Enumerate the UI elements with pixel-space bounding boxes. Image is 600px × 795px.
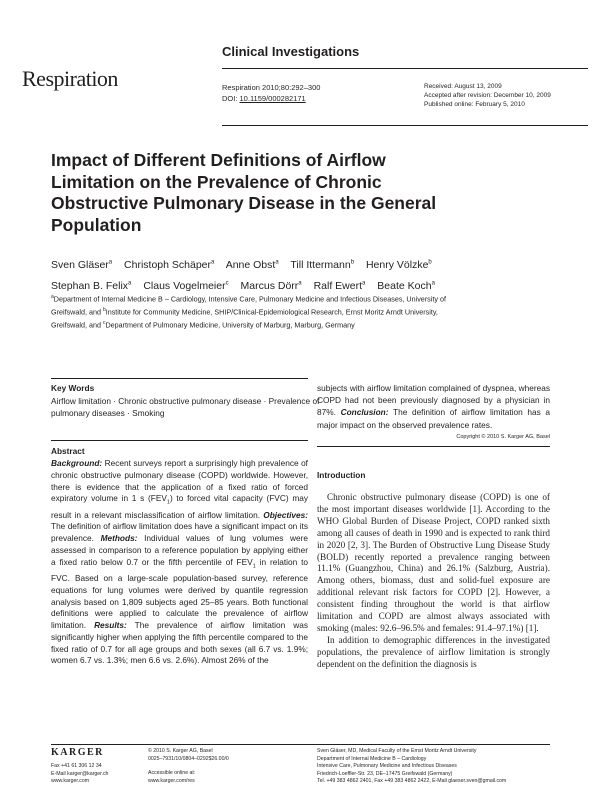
- dates-block: [424, 82, 551, 109]
- publisher-contact: Fax +41 61 306 12 34 E-Mail karger@karger.ch www.karger.com: [51, 763, 109, 785]
- author: Ralf Ewert$^a$: [313, 280, 366, 292]
- correspondence: Sven Gläser, MD, Medical Faculty of the Ernst Moritz Arndt University Department of Internal Medicine B – Cardiology Intensive Care, Pulmonary Medicine and Infectious Diseases Friedrich-Loeffler-Str. 23, DE–17475 Greifswald (Germany) Tel. +49 383 4862 2401, Fax +49 383 4862 2422, E-Mail glaeser.sven@gmail.com: [317, 748, 507, 785]
- accepted-date: Accepted after revision: December 10, 2009: [424, 92, 551, 99]
- author: Sven Gläser$^a$: [51, 258, 113, 271]
- abstract-heading: Abstract: [51, 446, 85, 456]
- received-date: Received: August 13, 2009: [424, 83, 502, 90]
- journal-logo: Respiration: [22, 66, 118, 91]
- citation-line: Respiration 2010;80:292–300: [222, 83, 321, 92]
- published-date: Published online: February 5, 2010: [424, 101, 525, 108]
- abstract-end-rule: [317, 446, 550, 447]
- author: Marcus Dörr$^a$: [240, 280, 302, 292]
- author: Christoph Schäper$^a$: [124, 258, 215, 271]
- author-list: [51, 253, 491, 296]
- paragraph: Chronic obstructive pulmonary disease (COPD) is one of the most important diseases worldwide [1]. According to the WHO Global Burden of Disease Project, COPD ranked sixth among all causes of death in 1990 and is expected to rank third in 2020 [2, 3]. The Burden of Obstructive Lung Disease Study (BOLD) recently reported a prevalence ranging between 11.1% (Guangzhou, China) and 26.1% (Salzburg, Austria). Among others, biomass, dust and solid-fuel exposure are additional relevant risk factors for COPD [2]. However, a consistent finding throughout the world is that airflow limitation and COPD are almost always associated with smoking (males: 92.6–96.5% and females: 91.4–97.1%) [1].: [317, 492, 550, 633]
- citation-block: [222, 82, 320, 104]
- online-url[interactable]: www.karger.com/res: [148, 777, 195, 784]
- keywords-rule: [51, 378, 308, 379]
- doi-line: [222, 93, 320, 104]
- keywords-text: Airflow limitation · Chronic obstructive pulmonary disease · Prevalence of pulmonary diseases · Smoking: [51, 396, 320, 419]
- doi-link[interactable]: 10.1159/000282171: [239, 94, 306, 103]
- affiliations: $^a$Department of Internal Medicine B – Cardiology, Intensive Care, Pulmonary Medicine and Infectious Diseases, University of Greifswald, and $^b$Institute for Community Medicine, SHIP/Clinical-Epidemiological Research, Ernst Moritz Arndt University, Greifswald, and $^c$Department of Pulmonary Medicine, University of Marburg, Marburg, Germany: [51, 294, 446, 330]
- author: Claus Vogelmeier$^c$: [143, 280, 229, 292]
- author: Beate Koch$^a$: [377, 280, 435, 292]
- introduction-body: [317, 492, 550, 671]
- introduction-heading: Introduction: [317, 470, 366, 480]
- header-rule-bottom: [222, 125, 588, 126]
- author: Till Ittermann$^b$: [290, 258, 355, 271]
- author: Stephan B. Felix$^a$: [51, 280, 132, 292]
- paragraph: In addition to demographic differences in the investigated populations, the prevalence of airflow limitation is strongly dependent on the definition the diagnosis is: [317, 634, 550, 669]
- publication-info: © 2010 S. Karger AG, Basel 0025–7931/10/0804–0292$26.00/0 Accessible online at: www.karger.com/res: [148, 748, 229, 784]
- header-rule: [222, 68, 588, 69]
- abstract-continuation: subjects with airflow limitation complained of dyspnea, whereas COPD had not been previously diagnosed by a physician in 87%. Conclusion: The definition of airflow limitation has a major impact on the observed prevalence rates.: [317, 383, 550, 430]
- abstract-copyright: Copyright © 2010 S. Karger AG, Basel: [456, 434, 550, 440]
- abstract-body: Background: Recent surveys report a surprisingly high prevalence of chronic obstructive pulmonary disease (COPD) worldwide. However, there is evidence that the application of a fixed ratio of forced expiratory volume in 1 s $(FEV_1)$ to forced vital capacity (FVC) may result in a relevant misclassification of airflow limitation. Objectives: The definition of airflow limitation does have a significant impact on its prevalence. Methods: Individual values of lung volumes were assessed in comparison to a reference population by applying either a fixed ratio below 0.7 or the fifth percentile of $FEV_1$ in relation to FVC. Based on a large-scale population-based survey, reference equations for lung volumes were derived by quantile regression analysis based on 1,809 subjects aged 25–85 years. Both functional definitions were applied to calculate the prevalence of airflow limitation. Results: The prevalence of airflow limitation was significantly higher when applying the fifth percentile compared to the fixed ratio of 0.7 for all age groups and both sexes (all 6.7 vs. 1.9%; women 6.7 vs. 1.3%; men 6.6 vs. 2.6%). Almost 26% of the: [51, 458, 309, 666]
- karger-logo: KARGER: [51, 747, 104, 758]
- doi-prefix: DOI:: [222, 94, 240, 103]
- author: Henry Völzke$^b$: [365, 258, 432, 271]
- author: Anne Obst$^a$: [225, 258, 279, 271]
- abstract-rule: [51, 440, 308, 441]
- keywords-heading: Key Words: [51, 383, 95, 393]
- footer-rule: [51, 744, 550, 745]
- section-label: Clinical Investigations: [222, 44, 360, 59]
- article-title: Impact of Different Definitions of Airflow Limitation on the Prevalence of Chronic Obstructive Pulmonary Disease in the General Population: [51, 150, 437, 235]
